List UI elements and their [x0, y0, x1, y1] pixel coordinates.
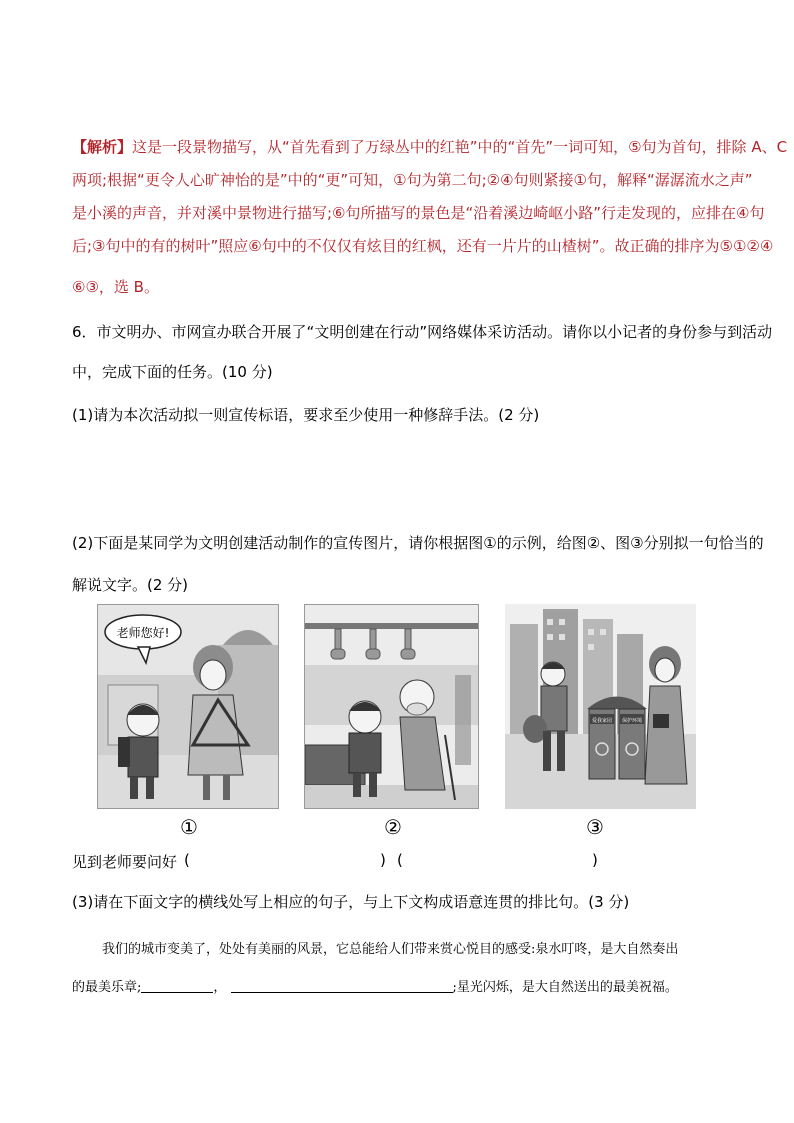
analysis-tag: 【解析】 — [72, 138, 133, 156]
speech-bubble-text: 老师您好! — [116, 626, 170, 640]
figure-1-greeting-teacher — [97, 604, 279, 809]
passage-line-2: 的最美乐章; ， ;星光闪烁，是大自然送出的最美祝福。 — [72, 980, 678, 995]
figure-1-number: ① — [180, 815, 198, 839]
question6-sub1: (1)请为本次活动拟一则宣传标语，要求至少使用一种修辞手法。(2 分) — [72, 406, 540, 424]
answer-paren-close-1: ) — [380, 851, 386, 869]
analysis-line-3: 是小溪的声音，并对溪中景物进行描写;⑥句所描写的景色是“沿着溪边崎岖小路”行走发现的，应排在④句 — [72, 204, 765, 222]
figure-2-bus-seat — [304, 604, 479, 809]
question6-sub2-line-1: (2)下面是某同学为文明创建活动制作的宣传图片，请你根据图①的示例，给图②、图③分别拟一句恰当的 — [72, 534, 764, 552]
question6-sub3: (3)请在下面文字的横线处写上相应的句子，与上下文构成语意连贯的排比句。(3 分) — [72, 893, 630, 911]
passage-line-1: 我们的城市变美了，处处有美丽的风景，它总能给人们带来赏心悦目的感受:泉水叮咚，是大自然奏出 — [102, 942, 679, 957]
caption-example: 见到老师要问好 — [72, 853, 178, 871]
fill-blank-2[interactable] — [231, 978, 453, 993]
answer-paren-open-1[interactable]: ( — [184, 851, 190, 869]
question6-sub2-line-2: 解说文字。(2 分) — [72, 576, 189, 594]
question6-intro-line-1: 6．市文明办、市网宣办联合开展了“文明创建在行动”网络媒体采访活动。请你以小记者的身份参与到活动 — [72, 323, 773, 341]
figure-3-recycling — [505, 604, 696, 809]
figure-2-number: ② — [384, 815, 402, 839]
answer-paren-open-2[interactable]: ( — [397, 851, 403, 869]
bin-label-1: 爱我家园 — [591, 718, 613, 724]
analysis-line-4: 后;③句中的有的树叶”照应⑥句中的不仅仅有炫目的红枫，还有一片片的山楂树”。故正确的排序为⑤①②④ — [72, 237, 774, 255]
fill-blank-1[interactable] — [141, 978, 213, 993]
analysis-line-2: 两项;根据“更令人心旷神怡的是”中的“更”可知，①句为第二句;②④句则紧接①句，解释“潺潺流水之声” — [72, 171, 753, 189]
figure-3-number: ③ — [586, 815, 604, 839]
analysis-line-1: 【解析】这是一段景物描写，从“首先看到了万绿丛中的红艳”中的“首先”一词可知，⑤句为首句，排除 A、C — [72, 138, 788, 156]
question6-intro-line-2: 中，完成下面的任务。(10 分) — [72, 363, 273, 381]
analysis-line-5: ⑥③，选 B。 — [72, 278, 159, 296]
answer-paren-close-2: ) — [592, 851, 598, 869]
bin-label-2: 保护环境 — [621, 718, 643, 724]
